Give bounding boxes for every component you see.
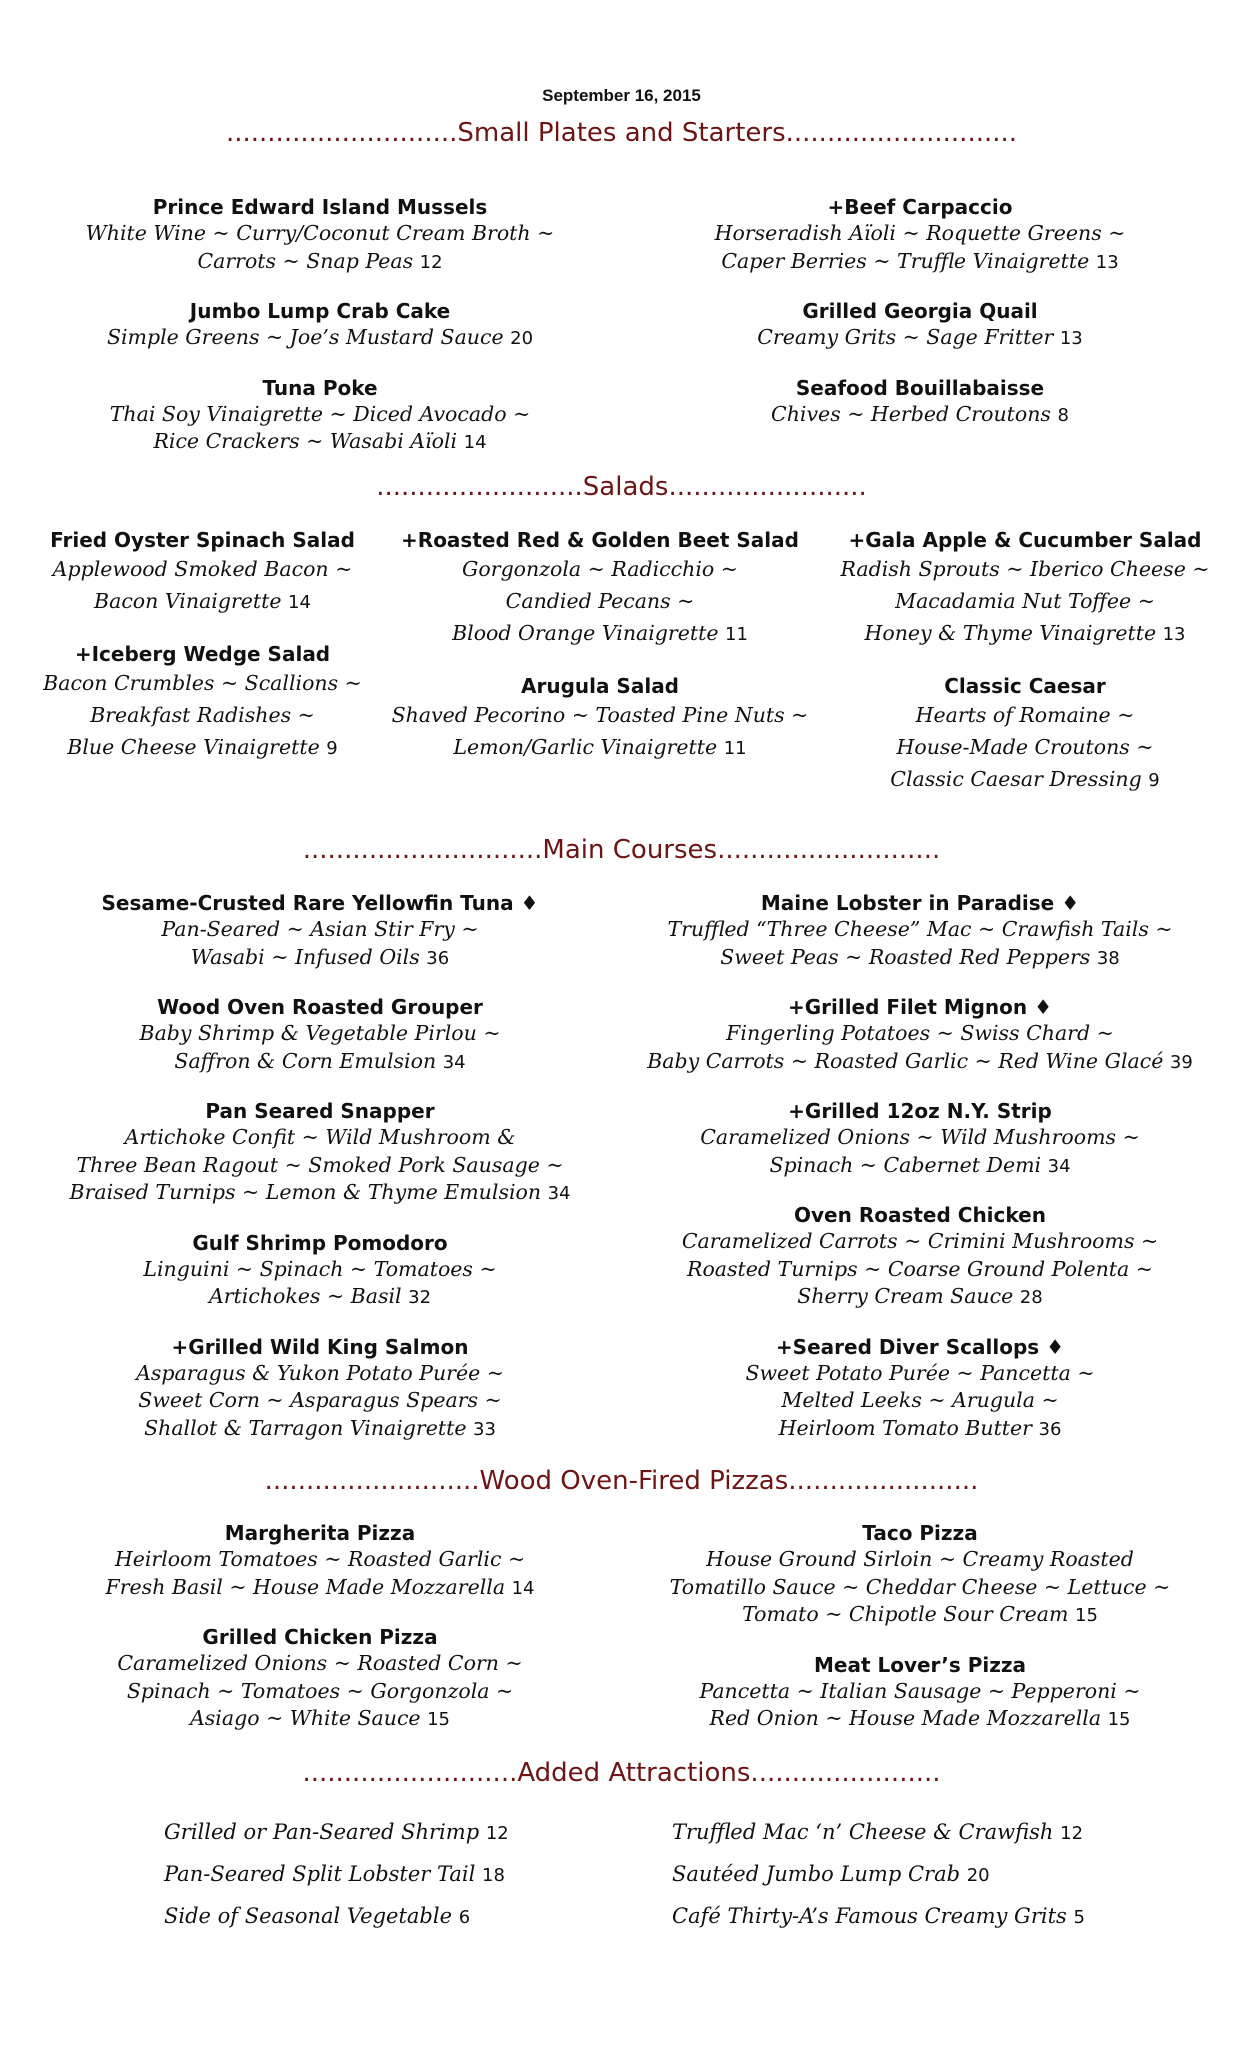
menu-item	[20, 527, 385, 619]
menu-item-description: Blood Orange Vinaigrette	[452, 621, 719, 645]
menu-item-description-line	[30, 248, 610, 277]
menu-item-description: Artichoke Confit ~ Wild Mushroom &	[124, 1125, 516, 1149]
menu-item-description-line	[630, 1152, 1210, 1181]
menu-item-name: Fried Oyster Spinach Salad	[50, 528, 355, 552]
starters-right-column	[630, 194, 1210, 451]
added-attraction-name: Sautéed Jumbo Lump Crab	[672, 1862, 961, 1886]
menu-item-price: 13	[1162, 624, 1186, 645]
menu-item-price: 34	[547, 1183, 571, 1204]
added-attraction-name: Grilled or Pan-Seared Shrimp	[164, 1820, 480, 1844]
starters-left-column	[30, 194, 610, 479]
menu-item-description: Tomatillo Sauce ~ Cheddar Cheese ~ Lettuce ~	[669, 1574, 1171, 1599]
pizzas-left-column	[30, 1520, 610, 1756]
menu-item	[30, 994, 610, 1076]
menu-item-name: Taco Pizza	[862, 1521, 978, 1545]
menu-item-description: Truffled “Three Cheese” Mac ~ Crawfish Tails ~	[667, 917, 1173, 941]
menu-item-description-line	[390, 731, 810, 765]
menu-item-description: Radish Sprouts ~ Iberico Cheese ~	[840, 557, 1210, 581]
menu-item-description-line	[630, 1546, 1210, 1574]
menu-item-description-line	[30, 324, 610, 353]
menu-item-price: 8	[1057, 404, 1069, 426]
added-attraction-price: 20	[966, 1865, 990, 1886]
menu-item	[630, 1652, 1210, 1734]
menu-item-description-line	[820, 731, 1230, 763]
menu-item-description-line	[630, 1387, 1210, 1415]
menu-item-description: Caramelized Onions ~ Roasted Corn ~	[117, 1651, 523, 1675]
menu-item-description-line	[630, 1020, 1210, 1048]
menu-item	[30, 1334, 610, 1444]
menu-item-price: 11	[725, 624, 748, 645]
menu-item-description-line	[630, 1705, 1210, 1734]
menu-item-description-line	[820, 585, 1230, 617]
added-attraction-price: 12	[1060, 1823, 1084, 1844]
menu-item	[30, 298, 610, 353]
menu-item	[30, 375, 610, 457]
added-attraction-item	[672, 1896, 1192, 1938]
menu-item-description: Roasted Turnips ~ Coarse Ground Polenta ~	[687, 1256, 1153, 1281]
menu-item-description-line	[30, 428, 610, 457]
menu-item-name: Maine Lobster in Paradise ♦	[760, 891, 1080, 915]
mains-left-column	[30, 890, 610, 1465]
menu-item-description-line	[820, 553, 1230, 585]
menu-item-description: Candied Pecans ~	[505, 589, 695, 613]
menu-item-description: Macadamia Nut Toffee ~	[895, 589, 1155, 613]
menu-item-description: Caramelized Onions ~ Wild Mushrooms ~	[700, 1125, 1140, 1149]
menu-item-description: Pancetta ~ Italian Sausage ~ Pepperoni ~	[699, 1678, 1141, 1703]
menu-item-description-line	[30, 1546, 610, 1574]
menu-item-name: Meat Lover’s Pizza	[813, 1652, 1027, 1677]
menu-item-name: Grilled Chicken Pizza	[202, 1625, 438, 1649]
menu-item-description: Baby Shrimp & Vegetable Pirlou ~	[139, 1021, 501, 1045]
menu-item-description-line	[630, 1048, 1210, 1077]
section-title-starters: ............................Small Plates and Starters............................	[225, 118, 1018, 148]
menu-item-name: Gulf Shrimp Pomodoro	[192, 1230, 448, 1255]
menu-item-price: 14	[511, 1577, 535, 1599]
menu-item-description-line	[390, 585, 810, 617]
menu-item-price: 34	[442, 1051, 466, 1073]
menu-item	[630, 375, 1210, 430]
menu-item-description-line	[390, 553, 810, 585]
menu-item	[630, 1202, 1210, 1312]
menu-item-description: Blue Cheese Vinaigrette	[67, 735, 320, 759]
menu-item-description-line	[630, 1360, 1210, 1388]
menu-item-description-line	[30, 916, 610, 944]
menu-item-description-line	[30, 1574, 610, 1603]
menu-item-description: Saffron & Corn Emulsion	[174, 1048, 437, 1073]
menu-item-price: 34	[1047, 1155, 1071, 1177]
menu-item-price: 15	[427, 1709, 450, 1730]
menu-item-description: Bacon Crumbles ~ Scallions ~	[43, 671, 362, 695]
menu-item-price: 39	[1169, 1051, 1193, 1073]
menu-item	[30, 1230, 610, 1312]
menu-item-description-line	[30, 944, 610, 973]
menu-item-description: House-Made Croutons ~	[896, 735, 1154, 759]
menu-item-description-line	[630, 1256, 1210, 1284]
menu-item-price: 15	[1075, 1605, 1098, 1626]
added-attraction-name: Café Thirty-A’s Famous Creamy Grits	[672, 1904, 1067, 1928]
salads-right-column	[820, 527, 1230, 819]
menu-item-description: Braised Turnips ~ Lemon & Thyme Emulsion	[69, 1180, 542, 1204]
menu-item-description: Pan-Seared ~ Asian Stir Fry ~	[161, 917, 479, 941]
added-attraction-price: 12	[485, 1823, 509, 1844]
menu-item-description-line	[630, 401, 1210, 430]
menu-item-name: Oven Roasted Chicken	[794, 1203, 1046, 1227]
menu-item-description-line	[30, 1152, 610, 1180]
section-title-pizzas: ..........................Wood Oven-Fired Pizzas.......................	[264, 1466, 979, 1496]
menu-item-name: +Grilled Wild King Salmon	[171, 1334, 469, 1359]
menu-item-description-line	[20, 699, 385, 731]
menu-item-description: Breakfast Radishes ~	[90, 703, 315, 727]
menu-item-description: Sweet Peas ~ Roasted Red Peppers	[720, 944, 1091, 969]
menu-item-description-line	[30, 1283, 610, 1312]
menu-item-description: Lemon/Garlic Vinaigrette	[453, 735, 718, 759]
menu-item-description: Caper Berries ~ Truffle Vinaigrette	[721, 248, 1090, 273]
added-attraction-name: Pan-Seared Split Lobster Tail	[164, 1862, 476, 1886]
menu-item-name: +Beef Carpaccio	[827, 195, 1013, 219]
menu-item	[390, 527, 810, 651]
menu-item	[630, 194, 1210, 276]
menu-item-description: Linguini ~ Spinach ~ Tomatoes ~	[143, 1256, 497, 1281]
menu-item-description-line	[30, 1179, 610, 1208]
menu-item-description-line	[20, 667, 385, 699]
menu-item-price: 28	[1019, 1287, 1043, 1308]
menu-item-description-line	[30, 1256, 610, 1284]
menu-item-name: Sesame-Crusted Rare Yellowfin Tuna ♦	[101, 891, 539, 915]
menu-item-description-line	[630, 1283, 1210, 1312]
menu-item-price: 38	[1096, 947, 1120, 969]
menu-item-price: 32	[408, 1287, 432, 1308]
menu-item-name: Classic Caesar	[944, 674, 1106, 698]
menu-item-price: 9	[1148, 770, 1160, 791]
menu-item-description: Sherry Cream Sauce	[797, 1284, 1014, 1308]
menu-item-description: Chives ~ Herbed Croutons	[771, 401, 1051, 426]
menu-item-price: 12	[419, 251, 443, 273]
menu-item-description-line	[630, 1124, 1210, 1152]
menu-item-name: +Grilled 12oz N.Y. Strip	[788, 1099, 1052, 1123]
menu-item-name: Grilled Georgia Quail	[802, 299, 1038, 323]
added-attraction-item	[672, 1812, 1192, 1854]
menu-item-description: Applewood Smoked Bacon ~	[52, 557, 353, 581]
menu-item-description: Caramelized Carrots ~ Crimini Mushrooms ~	[681, 1229, 1159, 1253]
menu-item-description-line	[30, 1415, 610, 1444]
menu-item-description: Sweet Corn ~ Asparagus Spears ~	[138, 1388, 502, 1412]
menu-item	[820, 673, 1230, 797]
menu-item-description: Wasabi ~ Infused Oils	[190, 944, 420, 969]
menu-item-description-line	[30, 1650, 610, 1678]
menu-item-price: 13	[1095, 251, 1119, 273]
added-attraction-item	[164, 1812, 604, 1854]
menu-item-description: Spinach ~ Cabernet Demi	[769, 1152, 1042, 1177]
menu-item-description: Asiago ~ White Sauce	[189, 1706, 421, 1730]
menu-item-price: 14	[463, 432, 487, 453]
menu-item-name: +Gala Apple & Cucumber Salad	[848, 528, 1202, 552]
menu-item-name: +Seared Diver Scallops ♦	[775, 1334, 1065, 1359]
menu-item-description: Three Bean Ragout ~ Smoked Pork Sausage ~	[76, 1152, 564, 1177]
menu-item-name: Seafood Bouillabaisse	[795, 375, 1045, 400]
menu-item-name: +Grilled Filet Mignon ♦	[787, 995, 1053, 1019]
menu-item-description-line	[390, 699, 810, 731]
menu-item-description: Baby Carrots ~ Roasted Garlic ~ Red Wine Glacé	[647, 1048, 1164, 1073]
menu-item	[630, 994, 1210, 1076]
menu-item-description-line	[630, 1228, 1210, 1256]
salads-left-column	[20, 527, 385, 787]
menu-item-price: 13	[1059, 328, 1083, 349]
menu-item-name: Tuna Poke	[262, 375, 378, 400]
menu-item-description-line	[30, 1705, 610, 1734]
menu-item-description: Creamy Grits ~ Sage Fritter	[757, 325, 1054, 349]
menu-item-description-line	[820, 763, 1230, 797]
menu-item-description: Artichokes ~ Basil	[208, 1284, 402, 1308]
menu-item-name: Wood Oven Roasted Grouper	[157, 995, 483, 1019]
menu-item-description: Heirloom Tomatoes ~ Roasted Garlic ~	[114, 1547, 526, 1571]
menu-item-description-line	[30, 220, 610, 248]
menu-item	[30, 194, 610, 276]
menu-item	[30, 1520, 610, 1602]
menu-item-description: Spinach ~ Tomatoes ~ Gorgonzola ~	[126, 1678, 514, 1703]
menu-item-name: +Roasted Red & Golden Beet Salad	[401, 528, 799, 552]
added-attraction-item	[164, 1854, 604, 1896]
added-attraction-item	[164, 1896, 604, 1938]
menu-item-description: Sweet Potato Purée ~ Pancetta ~	[745, 1360, 1095, 1385]
menu-item-price: 9	[326, 738, 338, 759]
menu-item-name: Margherita Pizza	[224, 1521, 416, 1545]
added-attraction-price: 6	[458, 1907, 471, 1928]
menu-item-name: Prince Edward Island Mussels	[152, 195, 488, 219]
menu-item-description: Fresh Basil ~ House Made Mozzarella	[105, 1574, 506, 1599]
added-attraction-price: 18	[482, 1865, 505, 1886]
menu-item-description: Hearts of Romaine ~	[915, 703, 1135, 727]
menu-item-name: +Iceberg Wedge Salad	[74, 642, 331, 666]
menu-item-description-line	[630, 248, 1210, 277]
menu-item-description: Asparagus & Yukon Potato Purée ~	[136, 1360, 504, 1385]
menu-item-name: Pan Seared Snapper	[205, 1099, 435, 1123]
menu-item	[630, 1098, 1210, 1180]
menu-item-description-line	[630, 1415, 1210, 1444]
menu-item-description: Rice Crackers ~ Wasabi Aïoli	[153, 429, 458, 453]
menu-item-description: Carrots ~ Snap Peas	[197, 248, 414, 273]
menu-item-description-line	[20, 585, 385, 619]
menu-item	[820, 527, 1230, 651]
menu-item-description-line	[30, 1124, 610, 1152]
menu-item-description: Fingerling Potatoes ~ Swiss Chard ~	[726, 1021, 1114, 1045]
menu-item	[20, 641, 385, 765]
menu-item-description: Classic Caesar Dressing	[890, 767, 1142, 791]
menu-item-description: Simple Greens ~ Joe’s Mustard Sauce	[106, 325, 504, 349]
menu-item	[630, 1520, 1210, 1630]
menu-item-price: 20	[510, 328, 534, 349]
menu-item-description-line	[30, 1360, 610, 1388]
menu-item-description: House Ground Sirloin ~ Creamy Roasted	[706, 1547, 1134, 1571]
menu-item-description-line	[630, 1678, 1210, 1706]
menu-item-description-line	[30, 1678, 610, 1706]
menu-item-name: Arugula Salad	[520, 674, 680, 698]
menu-item-description-line	[30, 1387, 610, 1415]
menu-item-description: Gorgonzola ~ Radicchio ~	[462, 557, 738, 581]
menu-item-price: 15	[1107, 1709, 1131, 1730]
menu-item	[390, 673, 810, 765]
menu-item-price: 33	[473, 1418, 496, 1440]
menu-item	[30, 890, 610, 972]
menu-item-description-line	[630, 944, 1210, 973]
menu-item-description-line	[630, 1601, 1210, 1630]
menu-item	[630, 298, 1210, 353]
menu-item-description-line	[820, 699, 1230, 731]
salads-middle-column	[390, 527, 810, 787]
menu-item-description-line	[630, 220, 1210, 248]
menu-item	[30, 1098, 610, 1208]
menu-item-description: Thai Soy Vinaigrette ~ Diced Avocado ~	[109, 401, 531, 426]
section-title-mains: .............................Main Courses...........................	[302, 835, 941, 865]
menu-item-price: 36	[1038, 1418, 1062, 1440]
added-attraction-item	[672, 1854, 1192, 1896]
menu-item-description: Heirloom Tomato Butter	[778, 1415, 1032, 1440]
menu-item-description-line	[30, 1020, 610, 1048]
menu-item-description: Shaved Pecorino ~ Toasted Pine Nuts ~	[391, 703, 809, 727]
menu-item-price: 14	[288, 592, 311, 613]
menu-item-description-line	[20, 553, 385, 585]
added-left-column	[164, 1812, 604, 1938]
menu-item-description: Shallot & Tarragon Vinaigrette	[144, 1415, 467, 1440]
menu-date: September 16, 2015	[542, 86, 701, 105]
menu-item	[630, 890, 1210, 972]
added-attraction-name: Truffled Mac ‘n’ Cheese & Crawfish	[672, 1820, 1054, 1844]
menu-item-description-line	[630, 1574, 1210, 1602]
menu-item-description: Red Onion ~ House Made Mozzarella	[709, 1706, 1102, 1730]
menu-item-description-line	[820, 617, 1230, 651]
menu-item-description: White Wine ~ Curry/Coconut Cream Broth ~	[85, 221, 555, 245]
menu-item	[30, 1624, 610, 1734]
menu-item-description: Bacon Vinaigrette	[94, 589, 282, 613]
menu-item-price: 36	[426, 947, 450, 969]
menu-item-description-line	[630, 324, 1210, 353]
menu-item-description: Melted Leeks ~ Arugula ~	[781, 1388, 1059, 1412]
mains-right-column	[630, 890, 1210, 1465]
menu-item-description-line	[630, 916, 1210, 944]
menu-item-description-line	[20, 731, 385, 765]
pizzas-right-column	[630, 1520, 1210, 1756]
menu-item	[630, 1334, 1210, 1444]
menu-item-description: Tomato ~ Chipotle Sour Cream	[742, 1602, 1069, 1626]
section-title-added: ..........................Added Attractions.......................	[302, 1758, 941, 1788]
menu-item-description-line	[30, 401, 610, 429]
menu-item-description-line	[30, 1048, 610, 1077]
added-attraction-price: 5	[1073, 1907, 1085, 1928]
menu-item-description: Honey & Thyme Vinaigrette	[864, 621, 1157, 645]
menu-item-price: 11	[723, 738, 747, 759]
menu-item-description-line	[390, 617, 810, 651]
menu-item-name: Jumbo Lump Crab Cake	[189, 299, 451, 323]
added-attraction-name: Side of Seasonal Vegetable	[164, 1904, 453, 1928]
section-title-salads: .........................Salads........................	[376, 472, 867, 502]
menu-item-description: Horseradish Aïoli ~ Roquette Greens ~	[714, 221, 1126, 245]
added-right-column	[672, 1812, 1192, 1938]
